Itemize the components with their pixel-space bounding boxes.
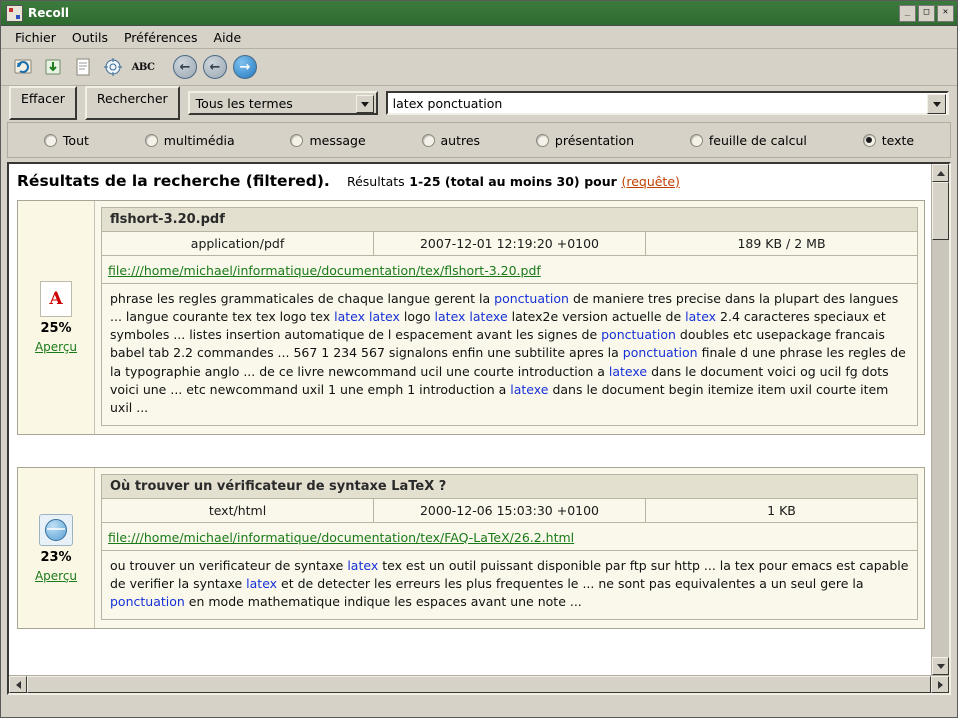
result-date: 2007-12-01 12:19:20 +0100 bbox=[374, 232, 646, 255]
filter-label: Tout bbox=[62, 132, 89, 148]
vertical-scroll-track[interactable] bbox=[932, 182, 949, 657]
radio-icon bbox=[536, 134, 549, 147]
next-icon[interactable]: → bbox=[231, 53, 259, 81]
result-item[interactable] bbox=[17, 200, 925, 435]
result-url-link[interactable]: file:///home/michael/informatique/documentation/tex/FAQ-LaTeX/26.2.html bbox=[108, 529, 575, 545]
title-bar bbox=[1, 1, 957, 26]
results-summary-middle: pour bbox=[584, 174, 617, 189]
filter-label: message bbox=[309, 132, 366, 148]
search-button[interactable]: Rechercher bbox=[85, 86, 180, 120]
tool-bar bbox=[1, 49, 957, 86]
index-config-icon[interactable] bbox=[39, 53, 67, 81]
menu-fichier[interactable]: Fichier bbox=[15, 29, 56, 45]
status-bar bbox=[1, 699, 957, 717]
snippet-keyword: latex latex bbox=[334, 309, 400, 325]
query-link[interactable]: (requête) bbox=[621, 174, 680, 189]
result-meta-row bbox=[101, 232, 918, 256]
spelling-icon[interactable]: ABC bbox=[131, 61, 155, 73]
snippet-text: de maniere tres precise dans la plupart des langues ... langue courante tex tex logo tex bbox=[110, 291, 899, 325]
result-content bbox=[95, 201, 924, 434]
result-size: 189 KB / 2 MB bbox=[646, 232, 917, 255]
filter-texte[interactable] bbox=[863, 133, 914, 148]
update-index-icon[interactable] bbox=[9, 53, 37, 81]
radio-icon bbox=[44, 134, 57, 147]
result-score: 23% bbox=[40, 549, 72, 565]
result-title[interactable]: flshort-3.20.pdf bbox=[101, 207, 918, 232]
snippet-keyword: latex bbox=[347, 557, 379, 573]
snippet-keyword: latexe bbox=[510, 381, 549, 397]
result-snippet-1 bbox=[101, 551, 918, 620]
advanced-search-icon[interactable] bbox=[99, 53, 127, 81]
html-icon bbox=[39, 514, 73, 546]
snippet-text: 2.4 caracteres speciaux et symboles ... listes insertion automatique de l espacement avant les signes de bbox=[110, 309, 886, 343]
snippet-text: et de detecter les erreurs les plus frequentes le ... ne sont pas equivalentes a un seul gere la bbox=[277, 576, 864, 591]
history-chevron-down-icon[interactable] bbox=[927, 94, 946, 114]
document-history-icon[interactable] bbox=[69, 53, 97, 81]
snippet-text: finale d une phrase les regles de la typographie anglo ... de ce livre newcommand ucil une courte introduction a bbox=[110, 345, 906, 379]
result-title[interactable]: Où trouver un vérificateur de syntaxe LaTeX ? bbox=[101, 474, 918, 499]
filter-label: présentation bbox=[554, 132, 635, 148]
filter-feuille-de-calcul[interactable] bbox=[690, 133, 807, 148]
result-score: 25% bbox=[40, 320, 72, 336]
filter-multimedia[interactable] bbox=[145, 133, 235, 148]
snippet-keyword: ponctuation bbox=[622, 345, 698, 361]
scroll-left-icon[interactable] bbox=[9, 676, 27, 693]
filter-tout[interactable] bbox=[44, 133, 89, 148]
results-horizontal-scrollbar[interactable] bbox=[9, 675, 949, 693]
menu-bar bbox=[1, 26, 957, 49]
radio-icon bbox=[290, 134, 303, 147]
category-filter-bar bbox=[7, 122, 951, 158]
horizontal-scroll-thumb[interactable] bbox=[27, 676, 931, 693]
horizontal-scroll-track[interactable] bbox=[27, 676, 931, 693]
results-summary-prefix: Résultats bbox=[346, 174, 405, 189]
filter-presentation[interactable] bbox=[536, 133, 634, 148]
snippet-text: en mode mathematique indique les espaces avant une note ... bbox=[184, 594, 582, 610]
snippet-keyword: ponctuation bbox=[601, 327, 676, 343]
results-summary-range: 1-25 (total au moins 30) bbox=[409, 174, 580, 189]
result-content bbox=[95, 468, 924, 628]
radio-icon bbox=[690, 134, 703, 147]
results-vertical-scrollbar[interactable] bbox=[931, 164, 949, 675]
snippet-keyword: latex latexe bbox=[434, 309, 508, 325]
search-input[interactable]: latex ponctuation bbox=[392, 95, 503, 111]
radio-icon bbox=[145, 134, 158, 147]
filter-autres[interactable] bbox=[422, 133, 481, 148]
menu-aide[interactable]: Aide bbox=[213, 29, 242, 45]
filter-label: autres bbox=[440, 132, 481, 148]
window-controls bbox=[899, 5, 954, 22]
results-heading: Résultats de la recherche (filtered). bbox=[17, 172, 330, 190]
results-list bbox=[9, 164, 931, 675]
search-input-wrapper[interactable] bbox=[386, 91, 949, 115]
result-size: 1 KB bbox=[646, 499, 917, 522]
snippet-text: dans le document begin itemize item uxil courte item uxil ... bbox=[110, 381, 889, 415]
menu-preferences[interactable]: Préférences bbox=[123, 29, 198, 45]
snippet-keyword: latex bbox=[685, 309, 717, 325]
recoll-app-icon bbox=[6, 5, 23, 22]
pdf-icon: A bbox=[40, 281, 72, 317]
clear-button[interactable]: Effacer bbox=[9, 86, 77, 120]
result-mimetype: application/pdf bbox=[102, 232, 374, 255]
snippet-keyword: latex bbox=[246, 576, 278, 591]
preview-link[interactable]: Aperçu bbox=[34, 339, 78, 354]
search-mode-value: Tous les termes bbox=[195, 95, 293, 111]
close-button[interactable]: ✕ bbox=[937, 5, 954, 22]
results-header bbox=[17, 172, 925, 190]
maximize-button[interactable]: □ bbox=[918, 5, 935, 22]
snippet-text: logo bbox=[399, 309, 435, 325]
filter-message[interactable] bbox=[290, 133, 365, 148]
window-title: Recoll bbox=[28, 6, 69, 20]
search-mode-combo[interactable] bbox=[188, 91, 378, 115]
radio-icon bbox=[863, 134, 876, 147]
result-sidebar bbox=[18, 201, 95, 434]
result-url-row bbox=[101, 523, 918, 551]
scroll-down-icon[interactable] bbox=[932, 657, 949, 675]
scroll-up-icon[interactable] bbox=[932, 164, 949, 182]
preview-link[interactable]: Aperçu bbox=[34, 568, 78, 583]
snippet-text: dans le document voici og ucil fg dots voici une ... etc newcommand uxil 1 une emph 1 introduction a bbox=[110, 363, 889, 397]
snippet-text: latex2e version actuelle de bbox=[507, 309, 686, 325]
snippet-keyword: ponctuation bbox=[494, 291, 569, 306]
result-item[interactable] bbox=[17, 467, 925, 629]
chevron-down-icon[interactable] bbox=[356, 95, 374, 113]
result-mimetype: text/html bbox=[102, 499, 374, 522]
menu-outils[interactable]: Outils bbox=[71, 29, 108, 45]
minimize-button[interactable]: _ bbox=[899, 5, 916, 22]
vertical-scroll-thumb[interactable] bbox=[932, 182, 949, 240]
filter-label: texte bbox=[881, 132, 915, 148]
result-date: 2000-12-06 15:03:30 +0100 bbox=[374, 499, 646, 522]
snippet-text: ou trouver un verificateur de syntaxe bbox=[110, 557, 348, 573]
radio-icon bbox=[422, 134, 435, 147]
scroll-right-icon[interactable] bbox=[931, 676, 949, 693]
snippet-keyword: latexe bbox=[608, 363, 648, 379]
result-snippet-0 bbox=[101, 284, 918, 426]
results-panel bbox=[7, 162, 951, 695]
search-bar bbox=[1, 86, 957, 120]
snippet-text: tex est un outil puissant disponible par ftp sur http ... la tex pour emacs est capable de verifier la syntaxe bbox=[110, 557, 909, 591]
filter-label: multimédia bbox=[163, 132, 235, 148]
snippet-text: doubles etc usepackage francais babel tab 2.2 commandes ... 567 1 234 567 signalons enfin une subtilite apres la bbox=[110, 327, 885, 361]
filter-label: feuille de calcul bbox=[708, 132, 807, 148]
back-icon[interactable]: ← bbox=[171, 53, 199, 81]
previous-icon[interactable]: ← bbox=[201, 53, 229, 81]
snippet-keyword: ponctuation bbox=[110, 594, 185, 610]
result-sidebar bbox=[18, 468, 95, 628]
snippet-text: phrase les regles grammaticales de chaque langue gerent la bbox=[110, 291, 495, 306]
result-url-row bbox=[101, 256, 918, 284]
result-meta-row bbox=[101, 499, 918, 523]
result-url-link[interactable]: file:///home/michael/informatique/documentation/tex/flshort-3.20.pdf bbox=[108, 263, 541, 278]
